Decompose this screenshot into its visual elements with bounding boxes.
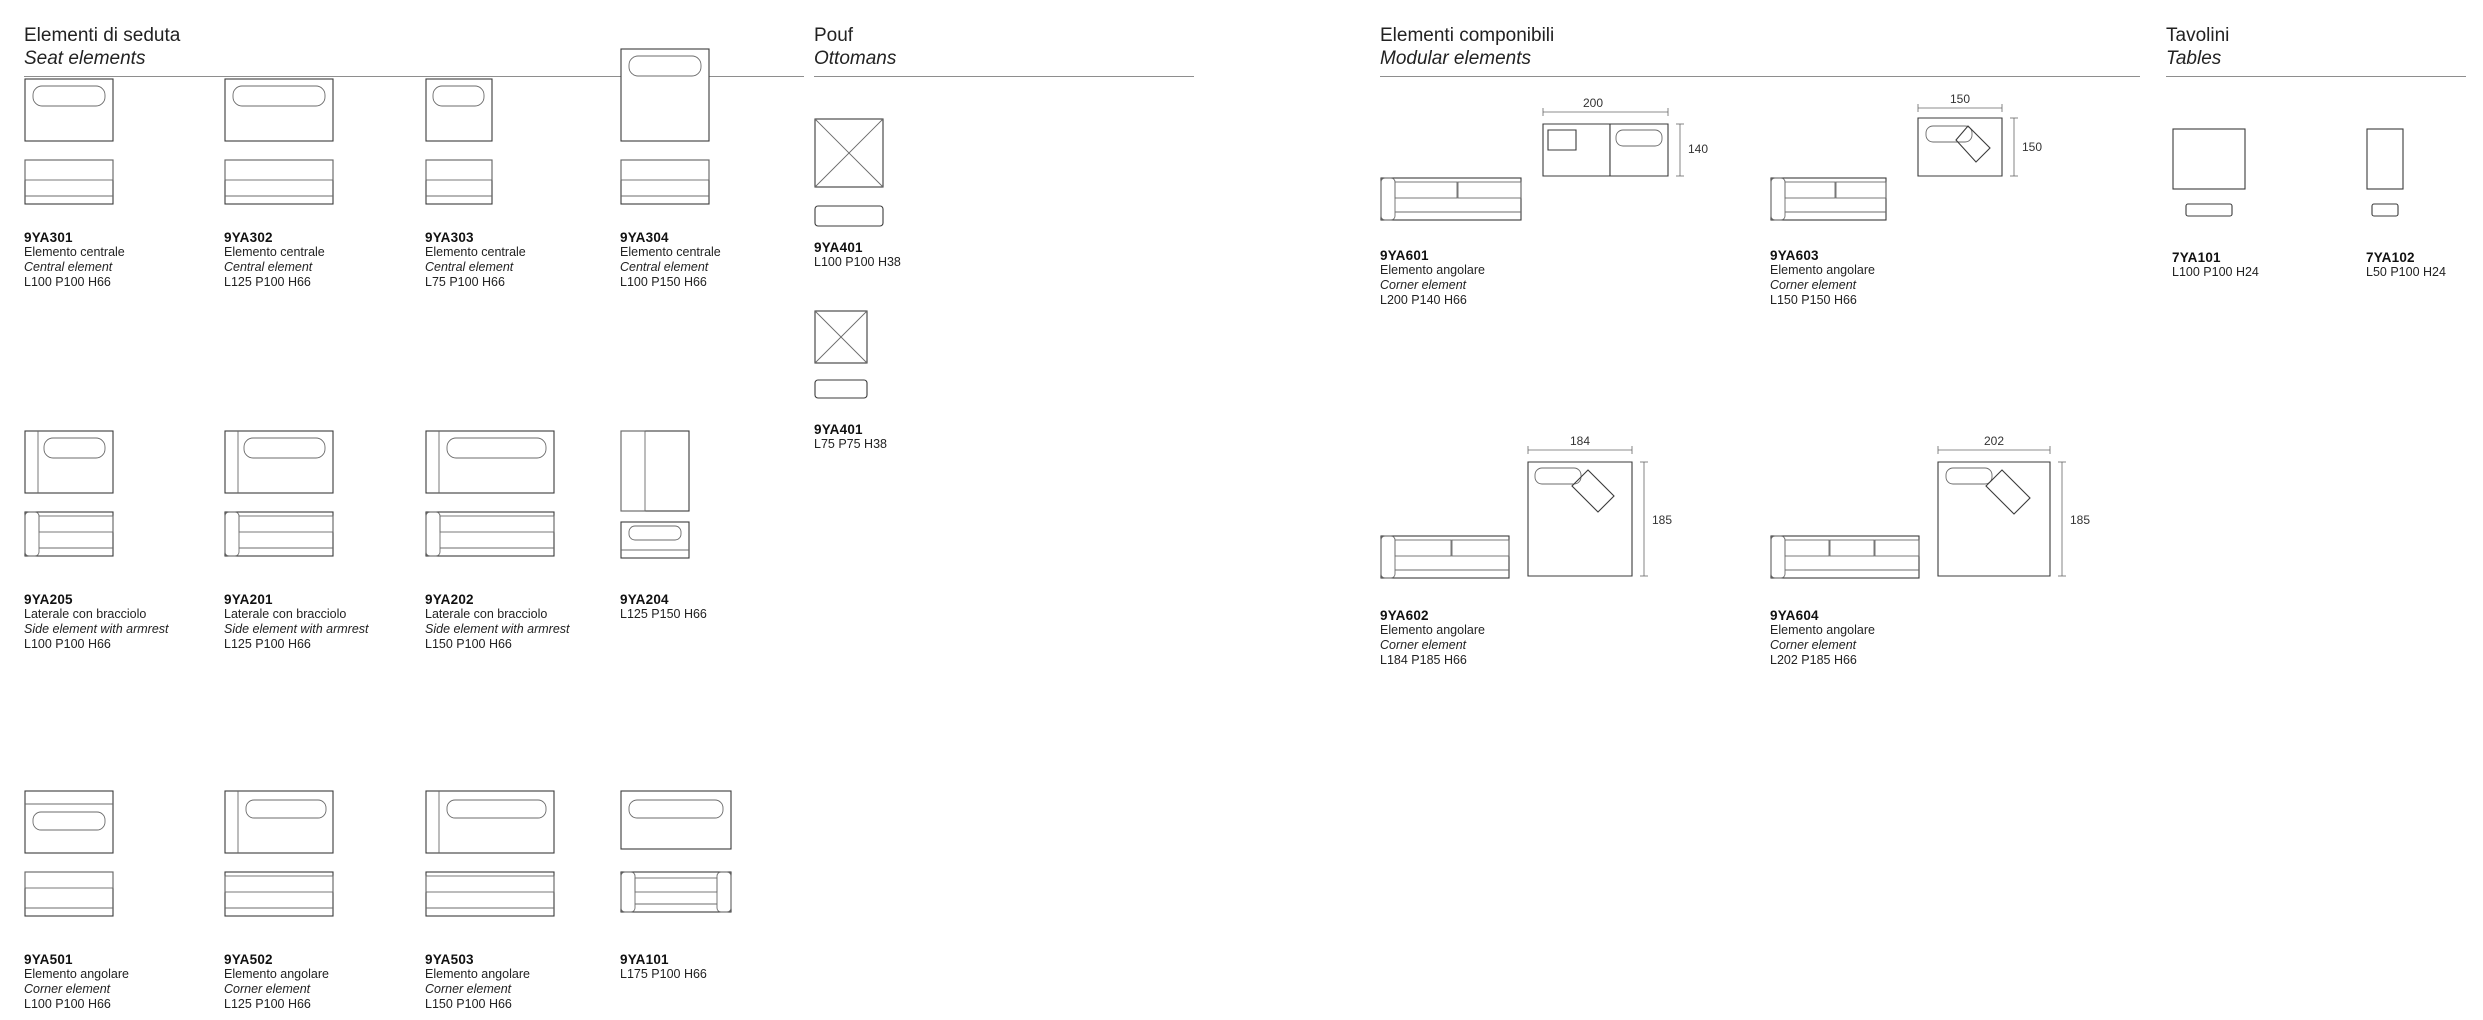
product-drawing-top-and-front [814,118,934,238]
product-description-it: Elemento angolare [1770,623,1875,637]
product-description-it: Elemento angolare [224,967,329,981]
dimension-label-side: 185 [2070,513,2091,527]
product-dimensions: L100 P100 H38 [814,255,901,269]
product-dimensions: L202 P185 H66 [1770,653,1857,667]
product-code: 9YA303 [425,230,474,245]
product-code: 9YA301 [24,230,73,245]
product-drawing-top-and-front [2366,128,2483,248]
product-dimensions: L100 P100 H24 [2172,265,2259,279]
product-drawing-top-and-front [224,78,404,228]
product-description-it: Laterale con bracciolo [24,607,147,621]
product-description-it: Elemento centrale [224,245,325,259]
product-description-it: Laterale con bracciolo [425,607,548,621]
product-item-9YA205 [24,430,204,652]
product-description-en: Corner element [1380,638,1467,652]
product-item-9YA202 [425,430,605,652]
product-code: 7YA101 [2172,250,2221,265]
product-drawing-plan-and-front [1380,96,1720,246]
product-drawing-top-and-front [224,790,404,950]
product-code: 9YA603 [1770,248,1819,263]
product-description-en: Central element [24,260,113,274]
product-code: 9YA601 [1380,248,1429,263]
product-description-en: Corner element [24,982,111,996]
product-drawing-top-and-front [425,790,605,950]
product-caption [1380,608,1720,668]
section-header-ottomans [814,24,1194,77]
product-description-en: Side element with armrest [425,622,570,636]
product-caption [224,592,404,652]
section-subtitle: Seat elements [24,48,146,69]
product-item-9YA601 [1380,96,1720,308]
product-dimensions: L125 P100 H66 [224,637,311,651]
product-description-it: Elemento angolare [1380,263,1485,277]
product-drawing-top-and-front [425,430,605,590]
product-item-9YA204 [620,430,800,622]
section-divider [1380,76,2140,77]
product-caption [1770,608,2110,668]
product-caption [24,592,204,652]
product-description-en: Corner element [224,982,311,996]
product-description-en: Corner element [1380,278,1467,292]
section-subtitle: Modular elements [1380,48,1532,69]
product-code: 9YA304 [620,230,669,245]
product-item-9YA503 [425,790,605,1012]
product-item-9YA302 [224,78,404,290]
product-drawing-top-and-front [2172,128,2302,248]
product-drawing-top-and-front [620,48,800,228]
product-code: 9YA501 [24,952,73,967]
section-subtitle: Tables [2166,48,2222,69]
section-header-modular-elements [1380,24,2140,77]
product-item-9YA604 [1770,416,2110,668]
product-dimensions: L125 P100 H66 [224,275,311,289]
product-item-9YA304 [620,48,800,290]
product-caption [1380,248,1720,308]
product-item-9YA501 [24,790,204,1012]
product-code: 9YA302 [224,230,273,245]
product-caption [814,240,934,270]
product-item-9YA101 [620,790,800,982]
product-dimensions: L100 P100 H66 [24,637,111,651]
product-drawing-top-and-front [24,790,204,950]
product-item-7YA102 [2366,128,2483,280]
product-code: 9YA401 [814,240,863,255]
product-code: 9YA401 [814,422,863,437]
product-drawing-plan-and-front [1770,416,2110,606]
product-caption [1770,248,2110,308]
product-caption [24,952,204,1012]
product-drawing-top-and-front [620,790,800,950]
product-description-en: Corner element [1770,638,1857,652]
product-description-it: Elemento angolare [24,967,129,981]
dimension-label-top: 202 [1983,434,2005,448]
dimension-label-top: 200 [1582,96,1604,110]
product-item-7YA101 [2172,128,2302,280]
product-code: 7YA102 [2366,250,2415,265]
product-caption [620,592,800,622]
product-item-9YA603 [1770,92,2110,308]
product-dimensions: L75 P100 H66 [425,275,505,289]
product-item-9YA303 [425,78,605,290]
product-code: 9YA204 [620,592,669,607]
product-item-ottoman-9YA401-75 [814,310,934,452]
product-drawing-plan-and-front [1770,92,2110,246]
section-title: Pouf [814,25,854,46]
product-code: 9YA202 [425,592,474,607]
product-description-it: Elemento angolare [1380,623,1485,637]
product-drawing-top-and-front [425,78,605,228]
product-description-en: Corner element [425,982,512,996]
product-item-9YA201 [224,430,404,652]
product-dimensions: L175 P100 H66 [620,967,707,981]
section-divider [814,76,1194,77]
product-description-it: Elemento centrale [24,245,125,259]
product-caption [814,422,934,452]
product-caption [2172,250,2302,280]
product-code: 9YA502 [224,952,273,967]
product-code: 9YA503 [425,952,474,967]
product-caption [620,230,800,290]
product-caption [425,952,605,1012]
product-description-en: Central element [620,260,709,274]
product-item-9YA602 [1380,416,1720,668]
product-item-9YA301 [24,78,204,290]
product-caption [224,230,404,290]
product-drawing-plan-and-front [1380,416,1720,606]
product-dimensions: L100 P100 H66 [24,275,111,289]
product-code: 9YA205 [24,592,73,607]
product-item-9YA502 [224,790,404,1012]
product-description-en: Side element with armrest [24,622,169,636]
section-header-tables [2166,24,2466,77]
section-title: Tavolini [2166,25,2230,46]
product-description-it: Elemento centrale [620,245,721,259]
section-title: Elementi di seduta [24,25,181,46]
product-drawing-top-and-front [24,430,204,590]
product-caption [425,230,605,290]
product-description-en: Central element [425,260,514,274]
product-description-it: Laterale con bracciolo [224,607,347,621]
product-description-it: Elemento centrale [425,245,526,259]
dimension-label-side: 150 [2022,140,2043,154]
section-divider [2166,76,2466,77]
product-code: 9YA101 [620,952,669,967]
product-drawing-top-and-front [24,78,204,228]
product-dimensions: L150 P150 H66 [1770,293,1857,307]
product-dimensions: L184 P185 H66 [1380,653,1467,667]
product-dimensions: L50 P100 H24 [2366,265,2446,279]
product-dimensions: L75 P75 H38 [814,437,887,451]
product-dimensions: L100 P150 H66 [620,275,707,289]
dimension-label-side: 185 [1652,513,1673,527]
product-caption [425,592,605,652]
product-code: 9YA201 [224,592,273,607]
product-dimensions: L150 P100 H66 [425,997,512,1011]
product-drawing-top-and-front [224,430,404,590]
product-caption [2366,250,2483,280]
product-dimensions: L125 P100 H66 [224,997,311,1011]
product-code: 9YA604 [1770,608,1819,623]
product-drawing-top-and-front [814,310,934,420]
product-code: 9YA602 [1380,608,1429,623]
product-drawing-top-and-front [620,430,800,590]
product-description-it: Elemento angolare [425,967,530,981]
product-caption [620,952,800,982]
product-caption [24,230,204,290]
dimension-label-top: 184 [1569,434,1591,448]
product-dimensions: L125 P150 H66 [620,607,707,621]
product-item-ottoman-9YA401-100 [814,118,934,270]
product-description-en: Central element [224,260,313,274]
product-dimensions: L150 P100 H66 [425,637,512,651]
product-caption [224,952,404,1012]
product-dimensions: L200 P140 H66 [1380,293,1467,307]
dimension-label-top: 150 [1949,92,1971,106]
section-title: Elementi componibili [1380,25,1555,46]
section-subtitle: Ottomans [814,48,897,69]
product-dimensions: L100 P100 H66 [24,997,111,1011]
product-description-en: Corner element [1770,278,1857,292]
product-description-it: Elemento angolare [1770,263,1875,277]
dimension-label-side: 140 [1688,142,1709,156]
product-description-en: Side element with armrest [224,622,369,636]
